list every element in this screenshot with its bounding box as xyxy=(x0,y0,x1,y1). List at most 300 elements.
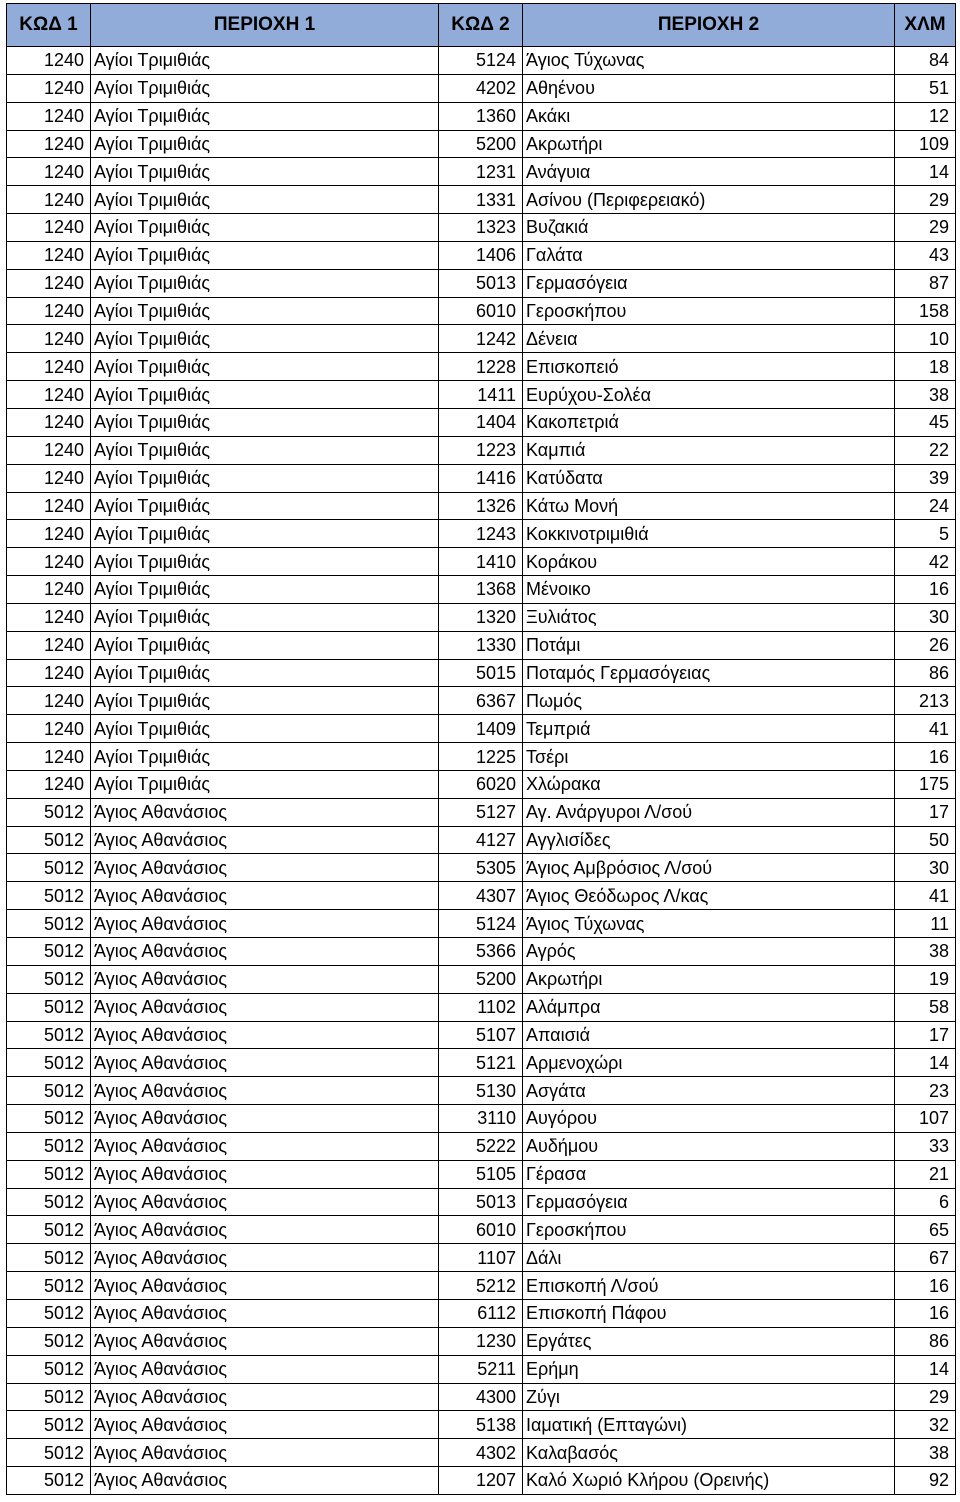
code-2-cell[interactable]: 4127 xyxy=(439,826,523,854)
area-1-cell[interactable]: Αγίοι Τριμιθιάς xyxy=(91,130,439,158)
area-2-cell[interactable]: Ακάκι xyxy=(523,102,895,130)
code-1-cell[interactable]: 1240 xyxy=(7,158,91,186)
area-2-cell[interactable]: Ευρύχου-Σολέα xyxy=(523,381,895,409)
code-1-cell[interactable]: 1240 xyxy=(7,325,91,353)
area-2-cell[interactable]: Αρμενοχώρι xyxy=(523,1049,895,1077)
km-cell[interactable]: 38 xyxy=(895,381,956,409)
area-2-cell[interactable]: Κοράκου xyxy=(523,548,895,576)
area-1-cell[interactable]: Άγιος Αθανάσιος xyxy=(91,882,439,910)
km-cell[interactable]: 14 xyxy=(895,158,956,186)
area-2-cell[interactable]: Γεροσκήπου xyxy=(523,1216,895,1244)
area-2-cell[interactable]: Καλό Χωριό Κλήρου (Ορεινής) xyxy=(523,1467,895,1495)
area-2-cell[interactable]: Ακρωτήρι xyxy=(523,965,895,993)
area-1-cell[interactable]: Αγίοι Τριμιθιάς xyxy=(91,325,439,353)
km-cell[interactable]: 17 xyxy=(895,798,956,826)
code-1-cell[interactable]: 1240 xyxy=(7,381,91,409)
code-2-cell[interactable]: 5130 xyxy=(439,1077,523,1105)
km-cell[interactable]: 10 xyxy=(895,325,956,353)
header-code-2[interactable]: ΚΩΔ 2 xyxy=(439,4,523,47)
area-2-cell[interactable]: Κατύδατα xyxy=(523,464,895,492)
km-cell[interactable]: 16 xyxy=(895,576,956,604)
area-1-cell[interactable]: Αγίοι Τριμιθιάς xyxy=(91,520,439,548)
area-2-cell[interactable]: Αθηένου xyxy=(523,74,895,102)
area-2-cell[interactable]: Ποταμός Γερμασόγειας xyxy=(523,659,895,687)
km-cell[interactable]: 12 xyxy=(895,102,956,130)
code-2-cell[interactable]: 6367 xyxy=(439,687,523,715)
code-1-cell[interactable]: 1240 xyxy=(7,269,91,297)
km-cell[interactable]: 29 xyxy=(895,1383,956,1411)
table-row xyxy=(7,1299,956,1327)
area-1-cell[interactable]: Αγίοι Τριμιθιάς xyxy=(91,743,439,771)
code-2-cell[interactable]: 5124 xyxy=(439,47,523,75)
area-2-cell[interactable]: Γέρασα xyxy=(523,1160,895,1188)
code-2-cell[interactable]: 1360 xyxy=(439,102,523,130)
km-cell[interactable]: 17 xyxy=(895,1021,956,1049)
km-cell[interactable]: 5 xyxy=(895,520,956,548)
code-1-cell[interactable]: 1240 xyxy=(7,130,91,158)
area-2-cell[interactable]: Επισκοπή Λ/σού xyxy=(523,1272,895,1300)
table-row xyxy=(7,826,956,854)
code-1-cell[interactable]: 5012 xyxy=(7,1272,91,1300)
km-cell[interactable]: 92 xyxy=(895,1467,956,1495)
code-2-cell[interactable]: 5366 xyxy=(439,938,523,966)
code-2-cell[interactable]: 4307 xyxy=(439,882,523,910)
km-cell[interactable]: 6 xyxy=(895,1188,956,1216)
table-row xyxy=(7,1188,956,1216)
code-2-cell[interactable]: 1323 xyxy=(439,214,523,242)
km-cell[interactable]: 16 xyxy=(895,1299,956,1327)
km-cell[interactable]: 19 xyxy=(895,965,956,993)
area-1-cell[interactable]: Άγιος Αθανάσιος xyxy=(91,826,439,854)
area-1-cell[interactable]: Άγιος Αθανάσιος xyxy=(91,1467,439,1495)
code-1-cell[interactable]: 1240 xyxy=(7,492,91,520)
area-1-cell[interactable]: Άγιος Αθανάσιος xyxy=(91,1327,439,1355)
table-row xyxy=(7,603,956,631)
code-1-cell[interactable]: 5012 xyxy=(7,798,91,826)
area-2-cell[interactable]: Ξυλιάτος xyxy=(523,603,895,631)
table-row xyxy=(7,1160,956,1188)
km-cell[interactable]: 51 xyxy=(895,74,956,102)
area-2-cell[interactable]: Αυδήμου xyxy=(523,1132,895,1160)
area-2-cell[interactable]: Δάλι xyxy=(523,1244,895,1272)
code-2-cell[interactable]: 5200 xyxy=(439,130,523,158)
km-cell[interactable]: 86 xyxy=(895,1327,956,1355)
area-1-cell[interactable]: Άγιος Αθανάσιος xyxy=(91,965,439,993)
code-1-cell[interactable]: 1240 xyxy=(7,576,91,604)
code-1-cell[interactable]: 1240 xyxy=(7,743,91,771)
area-2-cell[interactable]: Γερμασόγεια xyxy=(523,1188,895,1216)
area-2-cell[interactable]: Αγ. Ανάργυροι Λ/σού xyxy=(523,798,895,826)
area-2-cell[interactable]: Καμπιά xyxy=(523,436,895,464)
area-1-cell[interactable]: Αγίοι Τριμιθιάς xyxy=(91,436,439,464)
code-2-cell[interactable]: 1223 xyxy=(439,436,523,464)
km-cell[interactable]: 30 xyxy=(895,854,956,882)
code-2-cell[interactable]: 6112 xyxy=(439,1299,523,1327)
table-header xyxy=(7,4,956,47)
km-cell[interactable]: 26 xyxy=(895,631,956,659)
code-1-cell[interactable]: 5012 xyxy=(7,1077,91,1105)
km-cell[interactable]: 14 xyxy=(895,1049,956,1077)
km-cell[interactable]: 16 xyxy=(895,1272,956,1300)
code-2-cell[interactable]: 5013 xyxy=(439,1188,523,1216)
area-1-cell[interactable]: Αγίοι Τριμιθιάς xyxy=(91,381,439,409)
area-1-cell[interactable]: Αγίοι Τριμιθιάς xyxy=(91,464,439,492)
km-cell[interactable]: 65 xyxy=(895,1216,956,1244)
code-2-cell[interactable]: 4300 xyxy=(439,1383,523,1411)
area-2-cell[interactable]: Αυγόρου xyxy=(523,1105,895,1133)
km-cell[interactable]: 24 xyxy=(895,492,956,520)
table-row xyxy=(7,548,956,576)
code-1-cell[interactable]: 1240 xyxy=(7,520,91,548)
km-cell[interactable]: 84 xyxy=(895,47,956,75)
code-1-cell[interactable]: 5012 xyxy=(7,965,91,993)
km-cell[interactable]: 32 xyxy=(895,1411,956,1439)
km-cell[interactable]: 58 xyxy=(895,993,956,1021)
code-2-cell[interactable]: 1404 xyxy=(439,408,523,436)
area-2-cell[interactable]: Αλάμπρα xyxy=(523,993,895,1021)
km-cell[interactable]: 16 xyxy=(895,743,956,771)
area-2-cell[interactable]: Γεροσκήπου xyxy=(523,297,895,325)
area-1-cell[interactable]: Άγιος Αθανάσιος xyxy=(91,1355,439,1383)
code-1-cell[interactable]: 5012 xyxy=(7,854,91,882)
code-2-cell[interactable]: 6010 xyxy=(439,1216,523,1244)
km-cell[interactable]: 29 xyxy=(895,214,956,242)
code-1-cell[interactable]: 1240 xyxy=(7,353,91,381)
area-2-cell[interactable]: Τσέρι xyxy=(523,743,895,771)
km-cell[interactable]: 175 xyxy=(895,770,956,798)
table-row xyxy=(7,1439,956,1467)
code-1-cell[interactable]: 5012 xyxy=(7,882,91,910)
area-1-cell[interactable]: Αγίοι Τριμιθιάς xyxy=(91,603,439,631)
km-cell[interactable]: 42 xyxy=(895,548,956,576)
code-1-cell[interactable]: 1240 xyxy=(7,186,91,214)
code-1-cell[interactable]: 5012 xyxy=(7,938,91,966)
area-2-cell[interactable]: Μένοικο xyxy=(523,576,895,604)
area-1-cell[interactable]: Άγιος Αθανάσιος xyxy=(91,1411,439,1439)
area-2-cell[interactable]: Αγρός xyxy=(523,938,895,966)
area-2-cell[interactable]: Γερμασόγεια xyxy=(523,269,895,297)
table-row xyxy=(7,102,956,130)
table-row xyxy=(7,715,956,743)
code-2-cell[interactable]: 1225 xyxy=(439,743,523,771)
area-1-cell[interactable]: Αγίοι Τριμιθιάς xyxy=(91,492,439,520)
km-cell[interactable]: 158 xyxy=(895,297,956,325)
code-2-cell[interactable]: 1102 xyxy=(439,993,523,1021)
code-2-cell[interactable]: 5107 xyxy=(439,1021,523,1049)
area-1-cell[interactable]: Αγίοι Τριμιθιάς xyxy=(91,659,439,687)
area-1-cell[interactable]: Άγιος Αθανάσιος xyxy=(91,1105,439,1133)
code-2-cell[interactable]: 1416 xyxy=(439,464,523,492)
area-2-cell[interactable]: Απαισιά xyxy=(523,1021,895,1049)
area-2-cell[interactable]: Καλαβασός xyxy=(523,1439,895,1467)
table-row xyxy=(7,520,956,548)
table-row xyxy=(7,297,956,325)
code-1-cell[interactable]: 5012 xyxy=(7,1467,91,1495)
km-cell[interactable]: 33 xyxy=(895,1132,956,1160)
table-row xyxy=(7,854,956,882)
code-1-cell[interactable]: 5012 xyxy=(7,1439,91,1467)
km-cell[interactable]: 14 xyxy=(895,1355,956,1383)
area-1-cell[interactable]: Άγιος Αθανάσιος xyxy=(91,1160,439,1188)
area-2-cell[interactable]: Άγιος Τύχωνας xyxy=(523,47,895,75)
area-2-cell[interactable]: Κάτω Μονή xyxy=(523,492,895,520)
code-2-cell[interactable]: 5013 xyxy=(439,269,523,297)
table-row xyxy=(7,1021,956,1049)
code-1-cell[interactable]: 5012 xyxy=(7,993,91,1021)
code-2-cell[interactable]: 1107 xyxy=(439,1244,523,1272)
table-row xyxy=(7,1467,956,1495)
area-1-cell[interactable]: Αγίοι Τριμιθιάς xyxy=(91,297,439,325)
code-2-cell[interactable]: 4302 xyxy=(439,1439,523,1467)
code-1-cell[interactable]: 5012 xyxy=(7,1216,91,1244)
area-2-cell[interactable]: Επισκοπή Πάφου xyxy=(523,1299,895,1327)
area-2-cell[interactable]: Εργάτες xyxy=(523,1327,895,1355)
area-1-cell[interactable]: Άγιος Αθανάσιος xyxy=(91,1272,439,1300)
code-2-cell[interactable]: 4202 xyxy=(439,74,523,102)
area-1-cell[interactable]: Αγίοι Τριμιθιάς xyxy=(91,715,439,743)
code-1-cell[interactable]: 1240 xyxy=(7,715,91,743)
area-2-cell[interactable]: Κοκκινοτριμιθιά xyxy=(523,520,895,548)
code-1-cell[interactable]: 1240 xyxy=(7,47,91,75)
area-2-cell[interactable]: Ακρωτήρι xyxy=(523,130,895,158)
code-1-cell[interactable]: 5012 xyxy=(7,1411,91,1439)
code-2-cell[interactable]: 5124 xyxy=(439,910,523,938)
code-2-cell[interactable]: 1230 xyxy=(439,1327,523,1355)
code-1-cell[interactable]: 1240 xyxy=(7,631,91,659)
area-2-cell[interactable]: Άγιος Τύχωνας xyxy=(523,910,895,938)
area-2-cell[interactable]: Αγγλισίδες xyxy=(523,826,895,854)
km-cell[interactable]: 45 xyxy=(895,408,956,436)
area-1-cell[interactable]: Άγιος Αθανάσιος xyxy=(91,1244,439,1272)
area-1-cell[interactable]: Άγιος Αθανάσιος xyxy=(91,910,439,938)
km-cell[interactable]: 11 xyxy=(895,910,956,938)
area-2-cell[interactable]: Άγιος Θεόδωρος Λ/κας xyxy=(523,882,895,910)
km-cell[interactable]: 50 xyxy=(895,826,956,854)
code-2-cell[interactable]: 1411 xyxy=(439,381,523,409)
table-row xyxy=(7,130,956,158)
header-km[interactable]: ΧΛΜ xyxy=(895,4,956,47)
code-2-cell[interactable]: 5105 xyxy=(439,1160,523,1188)
km-cell[interactable]: 67 xyxy=(895,1244,956,1272)
area-2-cell[interactable]: Πωμός xyxy=(523,687,895,715)
area-1-cell[interactable]: Αγίοι Τριμιθιάς xyxy=(91,576,439,604)
area-1-cell[interactable]: Αγίοι Τριμιθιάς xyxy=(91,687,439,715)
code-2-cell[interactable]: 5121 xyxy=(439,1049,523,1077)
table-row xyxy=(7,910,956,938)
code-1-cell[interactable]: 5012 xyxy=(7,1383,91,1411)
code-1-cell[interactable]: 1240 xyxy=(7,297,91,325)
table-row xyxy=(7,1077,956,1105)
code-1-cell[interactable]: 1240 xyxy=(7,603,91,631)
area-2-cell[interactable]: Επισκοπειό xyxy=(523,353,895,381)
area-1-cell[interactable]: Άγιος Αθανάσιος xyxy=(91,1299,439,1327)
km-cell[interactable]: 107 xyxy=(895,1105,956,1133)
code-2-cell[interactable]: 6020 xyxy=(439,770,523,798)
area-1-cell[interactable]: Αγίοι Τριμιθιάς xyxy=(91,269,439,297)
code-2-cell[interactable]: 5211 xyxy=(439,1355,523,1383)
area-1-cell[interactable]: Άγιος Αθανάσιος xyxy=(91,1049,439,1077)
table-row xyxy=(7,436,956,464)
code-1-cell[interactable]: 1240 xyxy=(7,548,91,576)
header-code-1[interactable]: ΚΩΔ 1 xyxy=(7,4,91,47)
table-row xyxy=(7,381,956,409)
area-1-cell[interactable]: Άγιος Αθανάσιος xyxy=(91,1383,439,1411)
code-1-cell[interactable]: 1240 xyxy=(7,464,91,492)
table-row xyxy=(7,47,956,75)
km-cell[interactable]: 38 xyxy=(895,938,956,966)
area-1-cell[interactable]: Άγιος Αθανάσιος xyxy=(91,938,439,966)
table-row xyxy=(7,325,956,353)
table-row xyxy=(7,938,956,966)
code-2-cell[interactable]: 1409 xyxy=(439,715,523,743)
code-1-cell[interactable]: 5012 xyxy=(7,1160,91,1188)
area-2-cell[interactable]: Γαλάτα xyxy=(523,241,895,269)
code-1-cell[interactable]: 5012 xyxy=(7,826,91,854)
area-1-cell[interactable]: Άγιος Αθανάσιος xyxy=(91,854,439,882)
table-row xyxy=(7,1411,956,1439)
table-row xyxy=(7,659,956,687)
code-1-cell[interactable]: 5012 xyxy=(7,1244,91,1272)
area-2-cell[interactable]: Χλώρακα xyxy=(523,770,895,798)
code-1-cell[interactable]: 1240 xyxy=(7,74,91,102)
code-2-cell[interactable]: 1326 xyxy=(439,492,523,520)
km-cell[interactable]: 29 xyxy=(895,186,956,214)
code-1-cell[interactable]: 5012 xyxy=(7,1105,91,1133)
km-cell[interactable]: 43 xyxy=(895,241,956,269)
area-1-cell[interactable]: Αγίοι Τριμιθιάς xyxy=(91,408,439,436)
code-1-cell[interactable]: 1240 xyxy=(7,687,91,715)
code-1-cell[interactable]: 1240 xyxy=(7,659,91,687)
area-2-cell[interactable]: Κακοπετριά xyxy=(523,408,895,436)
km-cell[interactable]: 41 xyxy=(895,715,956,743)
km-cell[interactable]: 109 xyxy=(895,130,956,158)
code-2-cell[interactable]: 1368 xyxy=(439,576,523,604)
area-1-cell[interactable]: Αγίοι Τριμιθιάς xyxy=(91,214,439,242)
km-cell[interactable]: 86 xyxy=(895,659,956,687)
km-cell[interactable]: 21 xyxy=(895,1160,956,1188)
table-row xyxy=(7,1355,956,1383)
code-2-cell[interactable]: 1231 xyxy=(439,158,523,186)
code-2-cell[interactable]: 5305 xyxy=(439,854,523,882)
area-2-cell[interactable]: Ασγάτα xyxy=(523,1077,895,1105)
code-2-cell[interactable]: 1207 xyxy=(439,1467,523,1495)
area-1-cell[interactable]: Άγιος Αθανάσιος xyxy=(91,1439,439,1467)
code-1-cell[interactable]: 1240 xyxy=(7,214,91,242)
km-cell[interactable]: 41 xyxy=(895,882,956,910)
area-1-cell[interactable]: Αγίοι Τριμιθιάς xyxy=(91,770,439,798)
table-row xyxy=(7,186,956,214)
area-1-cell[interactable]: Άγιος Αθανάσιος xyxy=(91,1021,439,1049)
code-1-cell[interactable]: 5012 xyxy=(7,910,91,938)
code-1-cell[interactable]: 1240 xyxy=(7,102,91,130)
code-1-cell[interactable]: 5012 xyxy=(7,1132,91,1160)
area-2-cell[interactable]: Ποτάμι xyxy=(523,631,895,659)
area-2-cell[interactable]: Ιαματική (Επταγώνι) xyxy=(523,1411,895,1439)
code-2-cell[interactable]: 6010 xyxy=(439,297,523,325)
code-1-cell[interactable]: 1240 xyxy=(7,436,91,464)
table-row xyxy=(7,993,956,1021)
code-2-cell[interactable]: 1243 xyxy=(439,520,523,548)
area-2-cell[interactable]: Ερήμη xyxy=(523,1355,895,1383)
area-1-cell[interactable]: Άγιος Αθανάσιος xyxy=(91,798,439,826)
km-cell[interactable]: 30 xyxy=(895,603,956,631)
code-2-cell[interactable]: 1242 xyxy=(439,325,523,353)
area-1-cell[interactable]: Άγιος Αθανάσιος xyxy=(91,1188,439,1216)
table-row xyxy=(7,1132,956,1160)
area-2-cell[interactable]: Ασίνου (Περιφερειακό) xyxy=(523,186,895,214)
area-1-cell[interactable]: Αγίοι Τριμιθιάς xyxy=(91,631,439,659)
km-cell[interactable]: 87 xyxy=(895,269,956,297)
area-2-cell[interactable]: Άγιος Αμβρόσιος Λ/σού xyxy=(523,854,895,882)
area-2-cell[interactable]: Ανάγυια xyxy=(523,158,895,186)
code-1-cell[interactable]: 5012 xyxy=(7,1049,91,1077)
km-cell[interactable]: 213 xyxy=(895,687,956,715)
km-cell[interactable]: 22 xyxy=(895,436,956,464)
code-2-cell[interactable]: 5200 xyxy=(439,965,523,993)
table-row xyxy=(7,1049,956,1077)
area-1-cell[interactable]: Αγίοι Τριμιθιάς xyxy=(91,353,439,381)
area-2-cell[interactable]: Βυζακιά xyxy=(523,214,895,242)
km-cell[interactable]: 39 xyxy=(895,464,956,492)
header-area-2[interactable]: ΠΕΡΙΟΧΗ 2 xyxy=(523,4,895,47)
code-1-cell[interactable]: 5012 xyxy=(7,1355,91,1383)
area-1-cell[interactable]: Αγίοι Τριμιθιάς xyxy=(91,158,439,186)
area-1-cell[interactable]: Αγίοι Τριμιθιάς xyxy=(91,74,439,102)
code-1-cell[interactable]: 5012 xyxy=(7,1188,91,1216)
table-row xyxy=(7,687,956,715)
area-1-cell[interactable]: Άγιος Αθανάσιος xyxy=(91,1077,439,1105)
code-2-cell[interactable]: 1410 xyxy=(439,548,523,576)
area-1-cell[interactable]: Αγίοι Τριμιθιάς xyxy=(91,186,439,214)
code-2-cell[interactable]: 5212 xyxy=(439,1272,523,1300)
code-2-cell[interactable]: 3110 xyxy=(439,1105,523,1133)
code-2-cell[interactable]: 1228 xyxy=(439,353,523,381)
area-1-cell[interactable]: Άγιος Αθανάσιος xyxy=(91,993,439,1021)
area-2-cell[interactable]: Ζύγι xyxy=(523,1383,895,1411)
code-2-cell[interactable]: 1406 xyxy=(439,241,523,269)
code-1-cell[interactable]: 5012 xyxy=(7,1021,91,1049)
code-2-cell[interactable]: 1331 xyxy=(439,186,523,214)
table-row xyxy=(7,492,956,520)
area-2-cell[interactable]: Τεμπριά xyxy=(523,715,895,743)
code-2-cell[interactable]: 1320 xyxy=(439,603,523,631)
code-2-cell[interactable]: 5222 xyxy=(439,1132,523,1160)
area-2-cell[interactable]: Δένεια xyxy=(523,325,895,353)
code-1-cell[interactable]: 5012 xyxy=(7,1327,91,1355)
km-cell[interactable]: 38 xyxy=(895,1439,956,1467)
code-2-cell[interactable]: 5015 xyxy=(439,659,523,687)
area-1-cell[interactable]: Αγίοι Τριμιθιάς xyxy=(91,241,439,269)
area-1-cell[interactable]: Αγίοι Τριμιθιάς xyxy=(91,102,439,130)
km-cell[interactable]: 23 xyxy=(895,1077,956,1105)
code-2-cell[interactable]: 5127 xyxy=(439,798,523,826)
table-row xyxy=(7,241,956,269)
code-1-cell[interactable]: 1240 xyxy=(7,770,91,798)
header-area-1[interactable]: ΠΕΡΙΟΧΗ 1 xyxy=(91,4,439,47)
code-1-cell[interactable]: 5012 xyxy=(7,1299,91,1327)
code-2-cell[interactable]: 1330 xyxy=(439,631,523,659)
km-cell[interactable]: 18 xyxy=(895,353,956,381)
table-row xyxy=(7,1244,956,1272)
area-1-cell[interactable]: Αγίοι Τριμιθιάς xyxy=(91,548,439,576)
area-1-cell[interactable]: Άγιος Αθανάσιος xyxy=(91,1132,439,1160)
area-1-cell[interactable]: Άγιος Αθανάσιος xyxy=(91,1216,439,1244)
code-2-cell[interactable]: 5138 xyxy=(439,1411,523,1439)
code-1-cell[interactable]: 1240 xyxy=(7,408,91,436)
code-1-cell[interactable]: 1240 xyxy=(7,241,91,269)
table-row xyxy=(7,1327,956,1355)
area-1-cell[interactable]: Αγίοι Τριμιθιάς xyxy=(91,47,439,75)
